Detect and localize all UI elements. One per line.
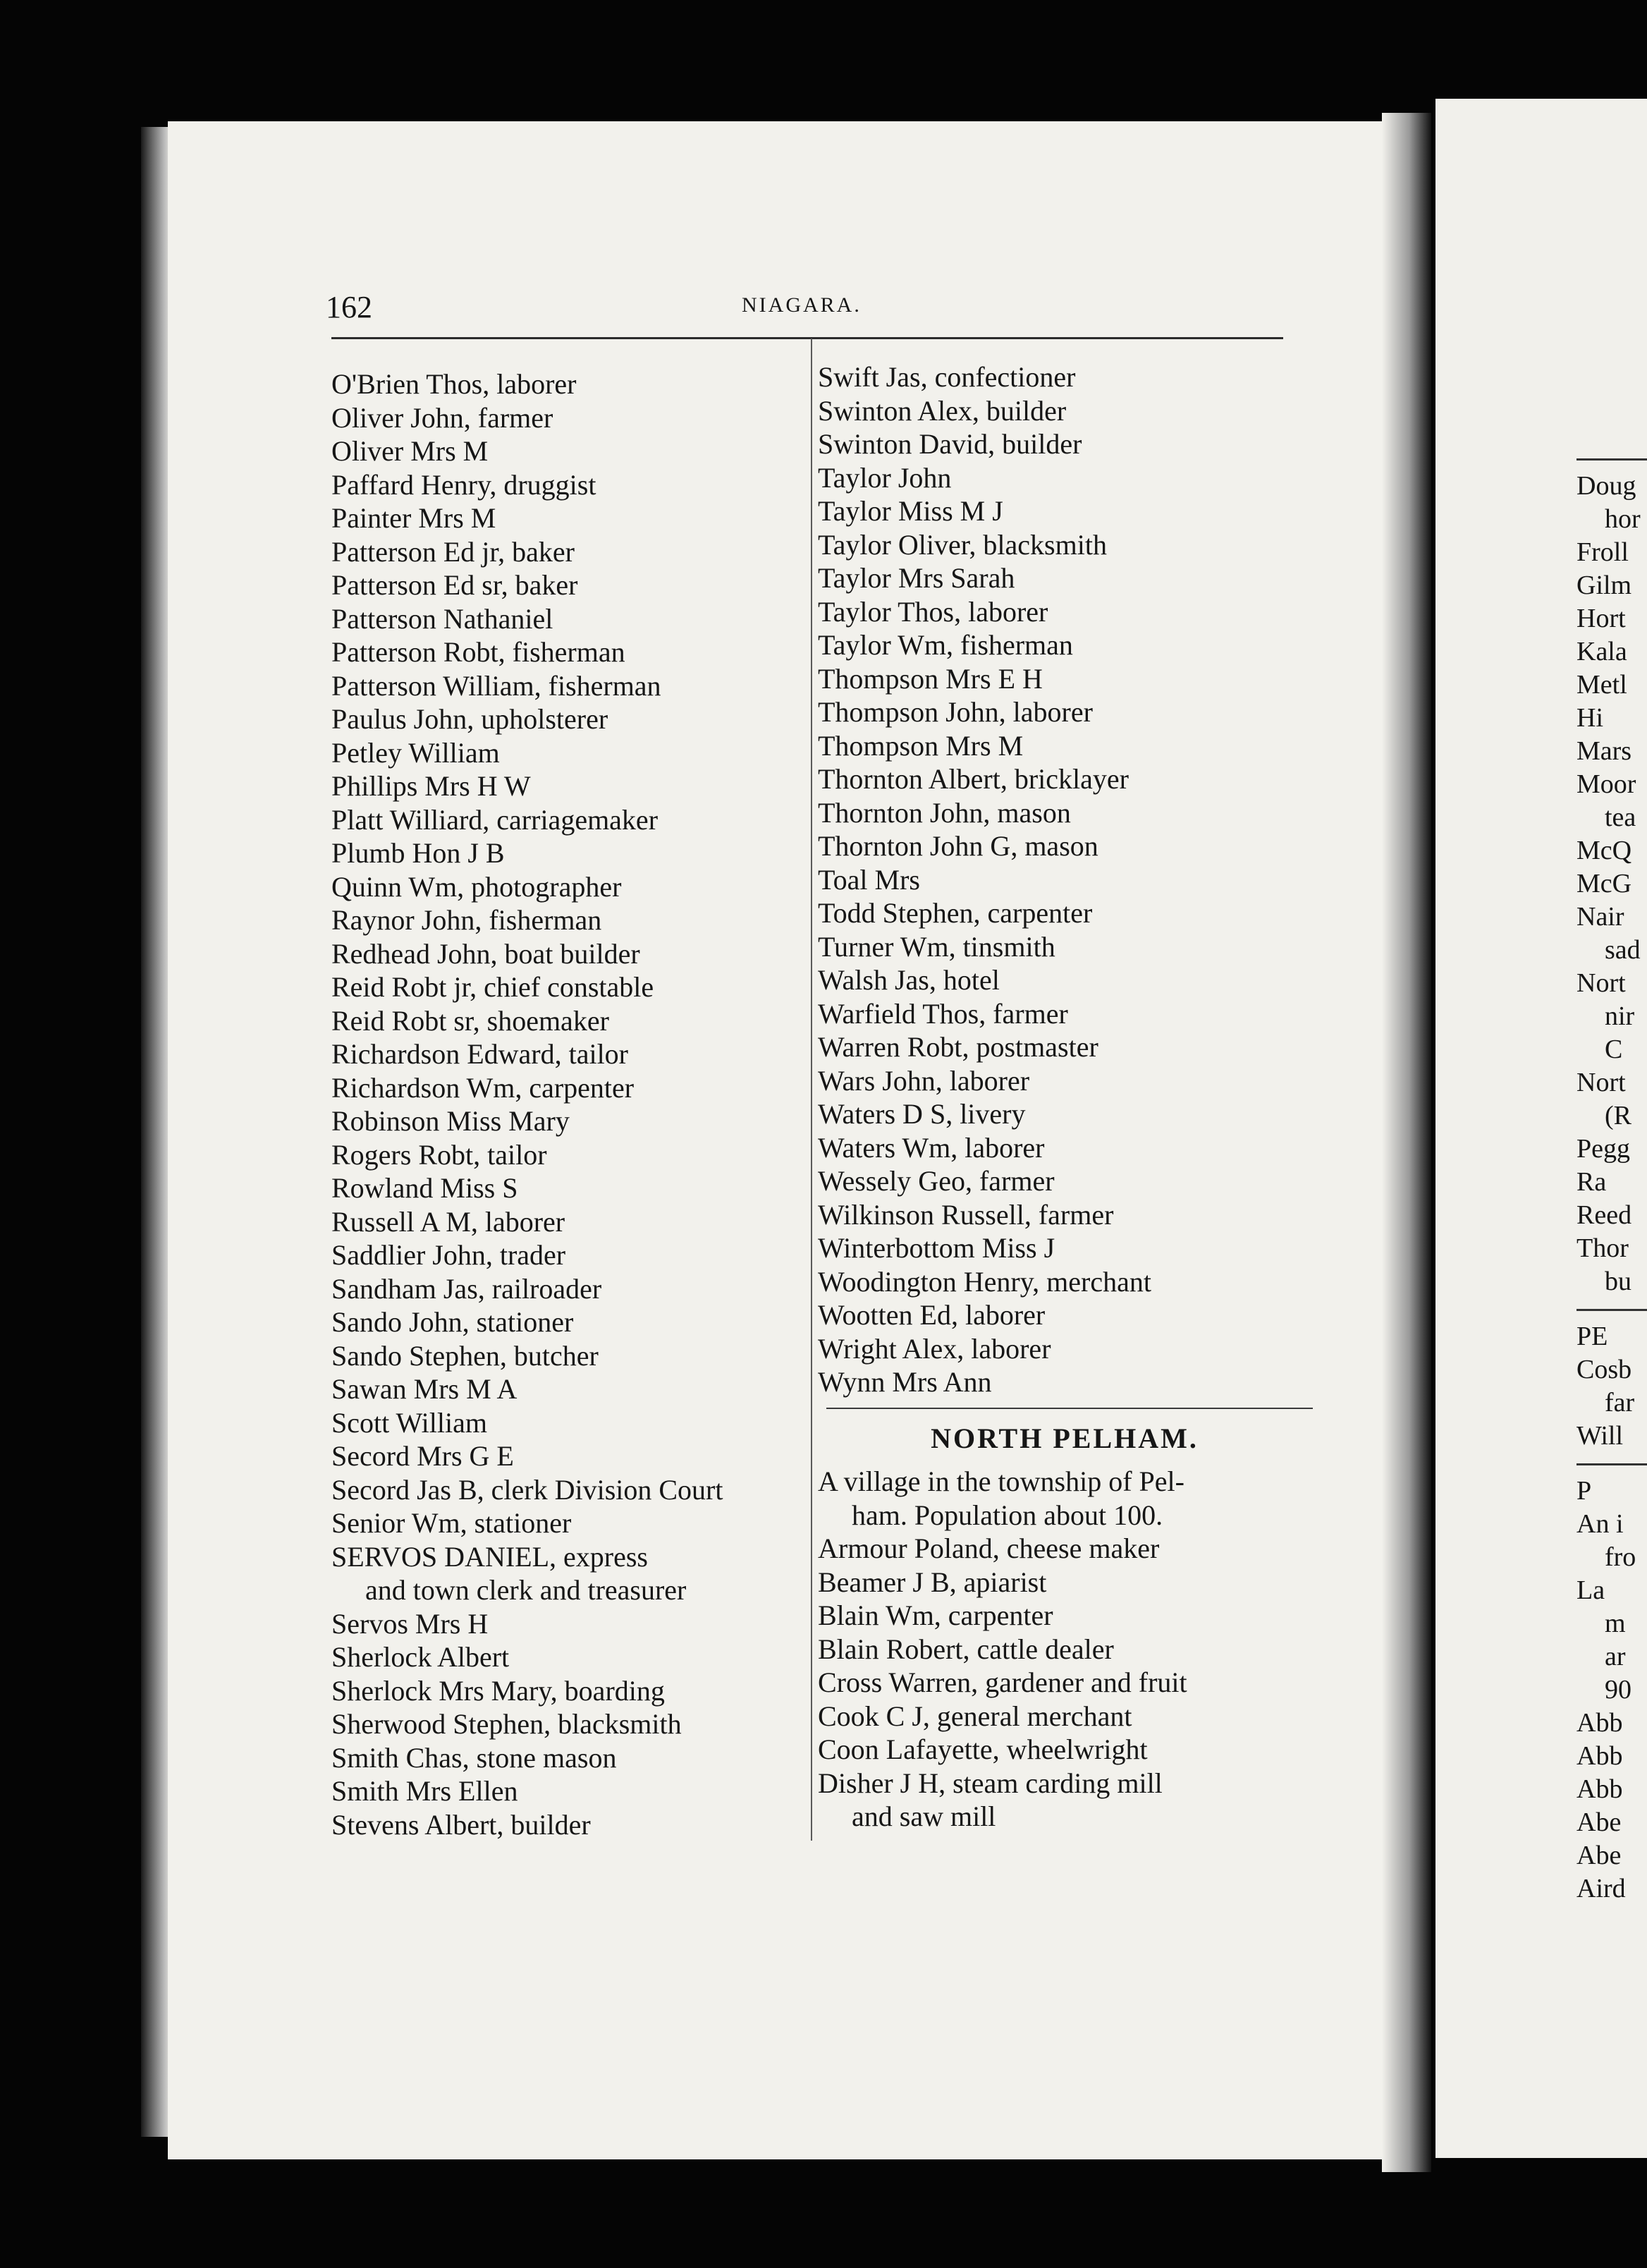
directory-entry: Patterson Nathaniel <box>331 602 553 635</box>
right-page-text: bu <box>1605 1267 1631 1296</box>
directory-entry: Richardson Wm, carpenter <box>331 1071 635 1104</box>
header-rule <box>331 337 1283 339</box>
directory-entry: Warfield Thos, farmer <box>818 997 1068 1030</box>
directory-entry: Paulus John, upholsterer <box>331 703 608 735</box>
directory-entry: Painter Mrs M <box>331 502 496 534</box>
directory-entry: Wars John, laborer <box>818 1064 1030 1097</box>
directory-entry: Blain Robert, cattle dealer <box>818 1633 1114 1665</box>
directory-entry: Sherlock Mrs Mary, boarding <box>331 1674 665 1707</box>
directory-entry: Taylor Miss M J <box>818 495 1003 527</box>
directory-entry: Sherlock Albert <box>331 1641 510 1673</box>
directory-entry: Rogers Robt, tailor <box>331 1138 547 1171</box>
right-page-text: ar <box>1605 1642 1626 1671</box>
right-page-text: Doug <box>1576 471 1636 501</box>
directory-entry: Taylor Wm, fisherman <box>818 629 1073 661</box>
page-header <box>326 289 1285 329</box>
directory-entry: Robinson Miss Mary <box>331 1105 570 1137</box>
directory-entry: Wilkinson Russell, farmer <box>818 1198 1114 1231</box>
directory-entry: Turner Wm, tinsmith <box>818 930 1055 963</box>
page-edge-shadow <box>141 127 171 2137</box>
directory-entry: Wootten Ed, laborer <box>818 1299 1046 1331</box>
right-page-text: Abb <box>1576 1741 1623 1771</box>
directory-entry: Blain Wm, carpenter <box>818 1599 1053 1631</box>
directory-entry: Servos Mrs H <box>331 1607 489 1640</box>
directory-entry: Coon Lafayette, wheelwright <box>818 1733 1148 1765</box>
right-page-text: Mars <box>1576 736 1632 766</box>
directory-entry: Swinton David, builder <box>818 428 1082 460</box>
right-page-text: Thor <box>1576 1233 1629 1263</box>
right-page-text: Ra <box>1576 1167 1607 1197</box>
right-page-text: PE <box>1576 1322 1608 1351</box>
right-page-text: m <box>1605 1609 1626 1638</box>
directory-entry: Walsh Jas, hotel <box>818 964 1000 996</box>
directory-entry: Phillips Mrs H W <box>331 770 531 802</box>
right-page-text: Pegg <box>1576 1134 1630 1164</box>
right-page-text: nir <box>1605 1001 1635 1031</box>
directory-entry: Paffard Henry, druggist <box>331 468 596 501</box>
right-page-text: Nair <box>1576 902 1624 932</box>
directory-entry: Swift Jas, confectioner <box>818 361 1076 393</box>
directory-entry: Wright Alex, laborer <box>818 1332 1051 1365</box>
directory-entry: Richardson Edward, tailor <box>331 1038 628 1070</box>
directory-entry: Rowland Miss S <box>331 1172 518 1204</box>
directory-entry: Reid Robt sr, shoemaker <box>331 1004 609 1037</box>
directory-entry: Sandham Jas, railroader <box>331 1272 602 1305</box>
directory-entry: Winterbottom Miss J <box>818 1232 1055 1264</box>
directory-entry: Wessely Geo, farmer <box>818 1165 1055 1197</box>
book-gutter <box>1382 113 1431 2172</box>
right-page-text: Metl <box>1576 670 1627 700</box>
directory-entry: Beamer J B, apiarist <box>818 1566 1047 1598</box>
directory-entry: Saddlier John, trader <box>331 1239 566 1271</box>
right-page-text: sad <box>1605 935 1641 965</box>
directory-entry: Disher J H, steam carding mill <box>818 1767 1163 1799</box>
directory-entry: Cook C J, general merchant <box>818 1700 1132 1732</box>
directory-entry: Patterson Robt, fisherman <box>331 636 625 668</box>
directory-entry: Taylor Thos, laborer <box>818 595 1048 628</box>
directory-entry: Platt Williard, carriagemaker <box>331 803 659 836</box>
directory-entry: Taylor Mrs Sarah <box>818 562 1015 594</box>
right-page-text: Abb <box>1576 1708 1623 1738</box>
right-page-text: Abe <box>1576 1841 1622 1870</box>
directory-entry: Wynn Mrs Ann <box>818 1366 992 1398</box>
right-page-text: C <box>1605 1035 1623 1064</box>
right-page-text: far <box>1605 1388 1635 1418</box>
directory-entry: and saw mill <box>852 1800 996 1832</box>
right-page-text: Moor <box>1576 769 1636 799</box>
right-page-text: Aird <box>1576 1874 1626 1903</box>
directory-entry: Taylor John <box>818 461 952 494</box>
directory-entry: Sando John, stationer <box>331 1306 574 1338</box>
directory-entry: Thompson John, laborer <box>818 696 1093 728</box>
directory-entry: Patterson Ed jr, baker <box>331 535 575 568</box>
directory-entry: Secord Jas B, clerk Division Court <box>331 1473 723 1506</box>
directory-entry: SERVOS DANIEL, express <box>331 1540 648 1573</box>
directory-entry: Secord Mrs G E <box>331 1440 514 1472</box>
directory-entry: Smith Mrs Ellen <box>331 1775 518 1807</box>
right-page-text: (R <box>1605 1101 1631 1130</box>
right-page-text: 90 <box>1605 1675 1631 1705</box>
right-page-text: Hi <box>1576 703 1603 733</box>
right-page-text: Gilm <box>1576 571 1632 600</box>
right-column <box>818 360 1311 1834</box>
right-page-text: Cosb <box>1576 1355 1632 1384</box>
right-page-text: Reed <box>1576 1200 1632 1230</box>
directory-entry: Sawan Mrs M A <box>331 1373 518 1405</box>
directory-entry: Thompson Mrs E H <box>818 662 1043 695</box>
directory-entry: O'Brien Thos, laborer <box>331 368 577 400</box>
right-page-text: Abb <box>1576 1774 1623 1804</box>
directory-entry: Quinn Wm, photographer <box>331 870 622 903</box>
directory-entry: Oliver Mrs M <box>331 435 489 467</box>
right-page-text: Hort <box>1576 604 1626 633</box>
directory-entry: Cross Warren, gardener and fruit <box>818 1666 1187 1698</box>
directory-entry: Sando Stephen, butcher <box>331 1339 599 1372</box>
directory-entry: and town clerk and treasurer <box>365 1574 687 1606</box>
directory-entry: Armour Poland, cheese maker <box>818 1532 1160 1564</box>
directory-entry: Thompson Mrs M <box>818 729 1024 762</box>
right-page-rule <box>1576 1309 1647 1311</box>
directory-entry: Stevens Albert, builder <box>331 1808 591 1841</box>
right-page-text: Will <box>1576 1421 1624 1451</box>
directory-entry: Petley William <box>331 736 500 769</box>
directory-entry: Plumb Hon J B <box>331 837 505 869</box>
section-rule <box>826 1408 1313 1409</box>
directory-entry: Thornton Albert, bricklayer <box>818 763 1129 795</box>
right-page-text: Kala <box>1576 637 1627 666</box>
right-page-text: Froll <box>1576 537 1629 567</box>
right-page-text: fro <box>1605 1542 1636 1572</box>
right-page-text: McG <box>1576 869 1632 898</box>
right-page-fragment <box>1435 99 1647 2158</box>
directory-entry: Thornton John, mason <box>818 796 1071 829</box>
directory-entry: Toal Mrs <box>818 863 920 896</box>
column-divider <box>811 339 812 1841</box>
directory-entry: Warren Robt, postmaster <box>818 1031 1098 1063</box>
section-description: A village in the township of Pel- <box>818 1465 1184 1497</box>
directory-entry: Sherwood Stephen, blacksmith <box>331 1708 682 1740</box>
right-page-text: Abe <box>1576 1807 1622 1837</box>
directory-entry: Patterson Ed sr, baker <box>331 569 578 601</box>
right-page-text: hor <box>1605 504 1641 534</box>
running-title: NIAGARA. <box>742 293 862 317</box>
directory-entry: Waters D S, livery <box>818 1098 1026 1130</box>
page-number: 162 <box>326 290 372 324</box>
directory-entry: Redhead John, boat builder <box>331 937 640 970</box>
right-page-text: McQ <box>1576 836 1632 865</box>
left-column <box>331 367 804 1841</box>
right-page-text: Nort <box>1576 968 1626 998</box>
directory-entry: Taylor Oliver, blacksmith <box>818 528 1107 561</box>
directory-entry: Senior Wm, stationer <box>331 1507 572 1539</box>
right-page-text: tea <box>1605 803 1636 832</box>
section-description-cont: ham. Population about 100. <box>852 1499 1163 1531</box>
directory-entry: Oliver John, farmer <box>331 401 553 434</box>
directory-entry: Russell A M, laborer <box>331 1205 565 1238</box>
directory-entry: Thornton John G, mason <box>818 830 1098 862</box>
right-page-rule <box>1576 1463 1647 1465</box>
directory-entry: Scott William <box>331 1406 487 1439</box>
section-title: NORTH PELHAM. <box>931 1422 1199 1454</box>
right-page-rule <box>1576 458 1647 461</box>
right-page-text: La <box>1576 1575 1605 1605</box>
directory-entry: Patterson William, fisherman <box>331 669 661 702</box>
right-page-text: P <box>1576 1476 1592 1506</box>
directory-entry: Waters Wm, laborer <box>818 1131 1045 1164</box>
right-page-text: An i <box>1576 1509 1624 1539</box>
directory-entry: Raynor John, fisherman <box>331 904 602 936</box>
directory-entry: Reid Robt jr, chief constable <box>331 971 654 1003</box>
directory-entry: Smith Chas, stone mason <box>331 1741 617 1774</box>
right-page-text: Nort <box>1576 1068 1626 1097</box>
directory-entry: Woodington Henry, merchant <box>818 1265 1151 1298</box>
directory-entry: Todd Stephen, carpenter <box>818 897 1093 929</box>
directory-entry: Swinton Alex, builder <box>818 394 1067 427</box>
